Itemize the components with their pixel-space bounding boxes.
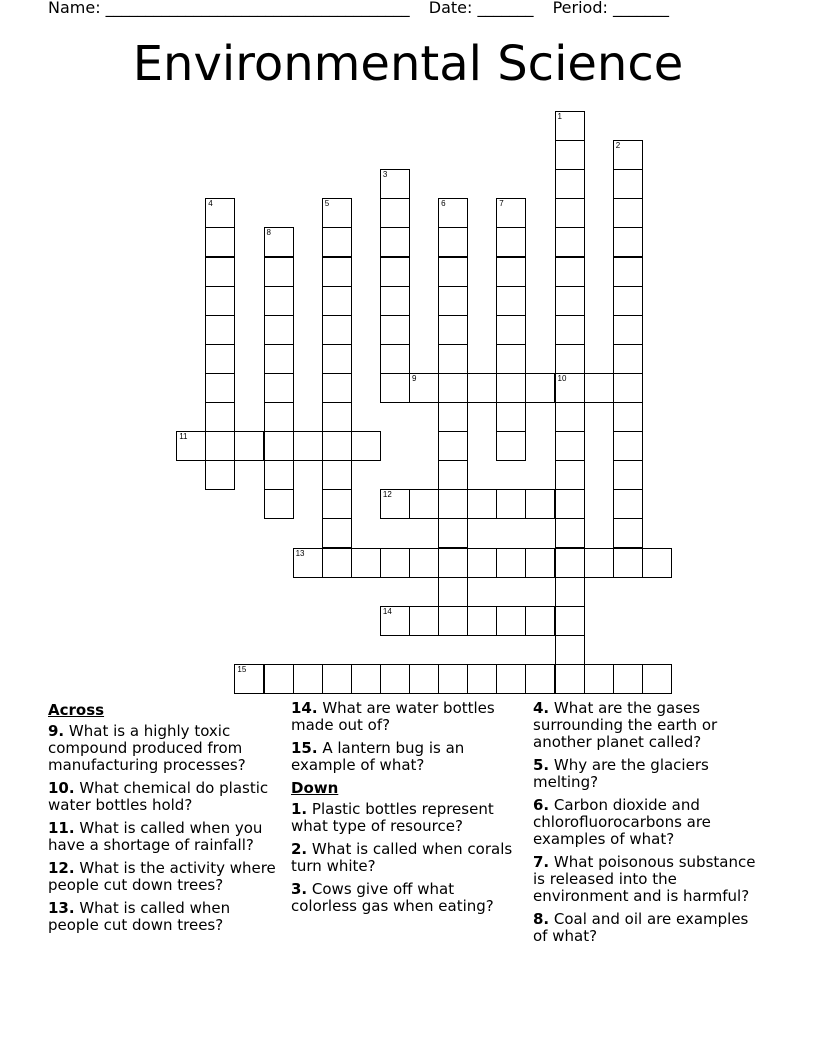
crossword-cell[interactable]	[496, 664, 526, 694]
crossword-cell[interactable]	[496, 344, 526, 374]
crossword-cell[interactable]	[496, 548, 526, 578]
crossword-cell[interactable]	[525, 548, 555, 578]
crossword-cell[interactable]	[438, 402, 468, 432]
clue-item	[48, 900, 280, 934]
crossword-cell[interactable]	[613, 489, 643, 519]
clue-text: What is called when people cut down trees?	[48, 899, 231, 934]
cell-number: 5	[324, 199, 330, 209]
crossword-cell[interactable]	[438, 577, 468, 607]
crossword-cell[interactable]	[409, 548, 439, 578]
crossword-cell[interactable]	[264, 315, 294, 345]
crossword-cell[interactable]	[438, 518, 468, 548]
clue-number: 15.	[291, 739, 318, 757]
crossword-cell[interactable]	[322, 664, 352, 694]
crossword-cell[interactable]	[409, 606, 439, 636]
crossword-cell[interactable]	[351, 548, 381, 578]
crossword-cell[interactable]	[351, 664, 381, 694]
crossword-cell[interactable]	[380, 344, 410, 374]
cell-number: 4	[208, 199, 213, 209]
crossword-cell[interactable]	[264, 373, 294, 403]
crossword-cell[interactable]	[555, 315, 585, 345]
clue-item	[533, 700, 765, 751]
cell-number: 12	[382, 490, 392, 500]
crossword-cell[interactable]	[322, 518, 352, 548]
crossword-cell[interactable]	[496, 257, 526, 287]
clue-number: 3.	[291, 880, 308, 898]
period-field[interactable]: Period: _______	[552, 0, 669, 17]
clue-number: 9.	[48, 722, 65, 740]
crossword-cell[interactable]	[322, 198, 352, 228]
clue-text: Coal and oil are examples of what?	[533, 910, 749, 945]
crossword-cell[interactable]	[293, 431, 323, 461]
crossword-cell[interactable]	[467, 489, 497, 519]
crossword-cell[interactable]	[525, 489, 555, 519]
clue-number: 12.	[48, 859, 75, 877]
cell-number: 9	[412, 373, 417, 383]
crossword-cell[interactable]	[555, 286, 585, 316]
crossword-cell[interactable]	[322, 431, 352, 461]
crossword-cell[interactable]	[555, 518, 585, 548]
crossword-cell[interactable]	[293, 664, 323, 694]
crossword-cell[interactable]	[555, 198, 585, 228]
crossword-cell[interactable]	[555, 111, 585, 141]
crossword-cell[interactable]	[205, 286, 235, 316]
cell-number: 14	[382, 606, 392, 616]
clue-list-col3	[533, 700, 765, 945]
clue-item	[291, 801, 523, 835]
cell-number: 11	[179, 432, 188, 442]
crossword-cell[interactable]	[322, 227, 352, 257]
crossword-cell[interactable]	[205, 344, 235, 374]
crossword-cell[interactable]	[555, 460, 585, 490]
across-heading: Across	[48, 701, 105, 719]
crossword-cell[interactable]	[205, 460, 235, 490]
clue-text: Cows give off what colorless gas when eating?	[291, 880, 494, 915]
clue-text: What is the activity where people cut down trees?	[48, 859, 276, 894]
clue-text: What are water bottles made out of?	[291, 699, 495, 734]
crossword-cell[interactable]	[555, 635, 585, 665]
crossword-cell[interactable]	[525, 606, 555, 636]
clue-list-col1	[48, 723, 280, 934]
crossword-cell[interactable]	[555, 489, 585, 519]
crossword-cell[interactable]	[496, 489, 526, 519]
crossword-cell[interactable]	[467, 548, 497, 578]
crossword-cell[interactable]	[205, 315, 235, 345]
crossword-cell[interactable]	[205, 227, 235, 257]
crossword-cell[interactable]	[613, 548, 643, 578]
crossword-cell[interactable]	[322, 548, 352, 578]
page-title: Environmental Science	[132, 36, 684, 92]
crossword-cell[interactable]	[205, 257, 235, 287]
crossword-cell[interactable]	[264, 664, 294, 694]
crossword-cell[interactable]	[409, 664, 439, 694]
crossword-cell[interactable]	[380, 489, 410, 519]
crossword-cell[interactable]	[438, 606, 468, 636]
crossword-cell[interactable]	[264, 257, 294, 287]
clue-number: 8.	[533, 910, 550, 928]
crossword-cell[interactable]	[525, 664, 555, 694]
crossword-cell[interactable]	[555, 402, 585, 432]
crossword-cell[interactable]	[613, 257, 643, 287]
clue-text: A lantern bug is an example of what?	[291, 739, 465, 774]
crossword-cell[interactable]	[613, 431, 643, 461]
crossword-cell[interactable]	[467, 606, 497, 636]
crossword-cell[interactable]	[555, 140, 585, 170]
clue-item	[291, 841, 523, 875]
crossword-cell[interactable]	[438, 286, 468, 316]
crossword-cell[interactable]	[322, 489, 352, 519]
crossword-cell[interactable]	[380, 664, 410, 694]
crossword-cell[interactable]	[496, 227, 526, 257]
crossword-cell[interactable]	[613, 402, 643, 432]
clue-text: What is called when corals turn white?	[291, 840, 513, 875]
clue-list-col2-down	[291, 801, 523, 915]
crossword-cell[interactable]	[584, 664, 614, 694]
crossword-cell[interactable]	[555, 169, 585, 199]
crossword-cell[interactable]	[322, 257, 352, 287]
crossword-cell[interactable]	[438, 315, 468, 345]
clue-number: 10.	[48, 779, 75, 797]
clue-list-col2-across	[291, 700, 523, 774]
crossword-cell[interactable]	[205, 431, 235, 461]
crossword-cell[interactable]	[264, 402, 294, 432]
crossword-cell[interactable]	[613, 315, 643, 345]
crossword-cell[interactable]	[555, 548, 585, 578]
crossword-cell[interactable]	[555, 373, 585, 403]
crossword-cell[interactable]	[438, 257, 468, 287]
clue-column-1	[48, 700, 280, 940]
crossword-cell[interactable]	[380, 315, 410, 345]
clue-text: What chemical do plastic water bottles hold?	[48, 779, 269, 814]
crossword-cell[interactable]	[613, 227, 643, 257]
crossword-cell[interactable]	[409, 373, 439, 403]
crossword-cell[interactable]	[380, 286, 410, 316]
clue-item	[533, 911, 765, 945]
crossword-cell[interactable]	[613, 140, 643, 170]
clue-number: 1.	[291, 800, 308, 818]
crossword-cell[interactable]	[264, 286, 294, 316]
clue-number: 14.	[291, 699, 318, 717]
crossword-cell[interactable]	[584, 548, 614, 578]
clue-text: Carbon dioxide and chlorofluorocarbons are examples of what?	[533, 796, 711, 848]
clue-item	[533, 757, 765, 791]
crossword-cell[interactable]	[264, 227, 294, 257]
crossword-cell[interactable]	[467, 664, 497, 694]
crossword-cell[interactable]	[409, 489, 439, 519]
cell-number: 10	[557, 373, 567, 383]
crossword-cell[interactable]	[380, 606, 410, 636]
crossword-cell[interactable]	[525, 373, 555, 403]
clue-column-2	[291, 700, 523, 921]
crossword-cell[interactable]	[351, 431, 381, 461]
crossword-cell[interactable]	[205, 373, 235, 403]
clue-item	[48, 860, 280, 894]
crossword-cell[interactable]	[380, 548, 410, 578]
clue-item	[48, 780, 280, 814]
crossword-cell[interactable]	[438, 489, 468, 519]
crossword-cell[interactable]	[584, 373, 614, 403]
crossword-cell[interactable]	[613, 286, 643, 316]
crossword-cell[interactable]	[205, 198, 235, 228]
crossword-cell[interactable]	[380, 169, 410, 199]
crossword-cell[interactable]	[467, 373, 497, 403]
crossword-cell[interactable]	[496, 315, 526, 345]
cell-number: 3	[382, 170, 388, 180]
clue-number: 2.	[291, 840, 308, 858]
crossword-cell[interactable]	[555, 227, 585, 257]
crossword-cell[interactable]	[380, 227, 410, 257]
clue-text: Plastic bottles represent what type of resource?	[291, 800, 494, 835]
crossword-cell[interactable]	[438, 227, 468, 257]
crossword-cell[interactable]	[438, 344, 468, 374]
name-field[interactable]: Name: ______________________________________	[48, 0, 410, 17]
crossword-cell[interactable]	[293, 548, 323, 578]
clue-text: Why are the glaciers melting?	[533, 756, 709, 791]
clue-text: What is a highly toxic compound produced from manufacturing processes?	[48, 722, 246, 774]
crossword-cell[interactable]	[642, 548, 672, 578]
clue-number: 4.	[533, 699, 550, 717]
crossword-cell[interactable]	[234, 664, 264, 694]
clue-column-3	[533, 700, 765, 951]
crossword-cell[interactable]	[438, 431, 468, 461]
clue-number: 6.	[533, 796, 550, 814]
crossword-cell[interactable]	[496, 402, 526, 432]
clue-text: What are the gases surrounding the earth or another planet called?	[533, 699, 718, 751]
crossword-cell[interactable]	[438, 664, 468, 694]
crossword-cell[interactable]	[613, 344, 643, 374]
crossword-cell[interactable]	[496, 198, 526, 228]
crossword-cell[interactable]	[234, 431, 264, 461]
crossword-cell[interactable]	[496, 286, 526, 316]
crossword-cell[interactable]	[380, 257, 410, 287]
crossword-cell[interactable]	[264, 460, 294, 490]
cell-number: 13	[295, 548, 305, 558]
clue-item	[48, 820, 280, 854]
clue-text: What is called when you have a shortage of rainfall?	[48, 819, 263, 854]
clue-item	[533, 797, 765, 848]
crossword-cell[interactable]	[264, 489, 294, 519]
crossword-cell[interactable]	[613, 518, 643, 548]
crossword-cell[interactable]	[322, 344, 352, 374]
crossword-cell[interactable]	[555, 344, 585, 374]
crossword-cell[interactable]	[496, 431, 526, 461]
clue-number: 7.	[533, 853, 550, 871]
clue-number: 11.	[48, 819, 75, 837]
crossword-cell[interactable]	[205, 402, 235, 432]
clue-text: What poisonous substance is released into the environment and is harmful?	[533, 853, 756, 905]
crossword-cell[interactable]	[555, 577, 585, 607]
crossword-cell[interactable]	[555, 431, 585, 461]
clue-item	[291, 881, 523, 915]
cell-number: 2	[615, 141, 621, 151]
crossword-cell[interactable]	[322, 315, 352, 345]
crossword-cell[interactable]	[438, 460, 468, 490]
crossword-cell[interactable]	[438, 198, 468, 228]
crossword-cell[interactable]	[438, 548, 468, 578]
clue-item	[291, 740, 523, 774]
crossword-cell[interactable]	[613, 169, 643, 199]
crossword-cell[interactable]	[322, 402, 352, 432]
clue-item	[48, 723, 280, 774]
clue-number: 5.	[533, 756, 550, 774]
crossword-cell[interactable]	[496, 606, 526, 636]
crossword-cell[interactable]	[264, 431, 294, 461]
crossword-cell[interactable]	[380, 198, 410, 228]
cell-number: 15	[237, 664, 247, 674]
crossword-cell[interactable]	[613, 664, 643, 694]
crossword-cell[interactable]	[496, 373, 526, 403]
crossword-cell[interactable]	[264, 344, 294, 374]
cell-number: 1	[557, 112, 562, 121]
crossword-cell[interactable]	[555, 606, 585, 636]
clue-number: 13.	[48, 899, 75, 917]
crossword-cell[interactable]	[555, 257, 585, 287]
clue-item	[533, 854, 765, 905]
down-heading: Down	[291, 779, 339, 797]
crossword-cell[interactable]	[613, 460, 643, 490]
crossword-cell[interactable]	[322, 286, 352, 316]
cell-number: 6	[441, 199, 446, 209]
crossword-cell[interactable]	[438, 373, 468, 403]
cell-number: 8	[266, 228, 271, 238]
date-field[interactable]: Date: _______	[428, 0, 534, 17]
crossword-cell[interactable]	[613, 373, 643, 403]
crossword-cell[interactable]	[613, 198, 643, 228]
crossword-cell[interactable]	[176, 431, 206, 461]
crossword-cell[interactable]	[642, 664, 672, 694]
crossword-cell[interactable]	[555, 664, 585, 694]
crossword-cell[interactable]	[380, 373, 410, 403]
cell-number: 7	[499, 199, 504, 209]
crossword-cell[interactable]	[322, 460, 352, 490]
clue-item	[291, 700, 523, 734]
crossword-cell[interactable]	[322, 373, 352, 403]
